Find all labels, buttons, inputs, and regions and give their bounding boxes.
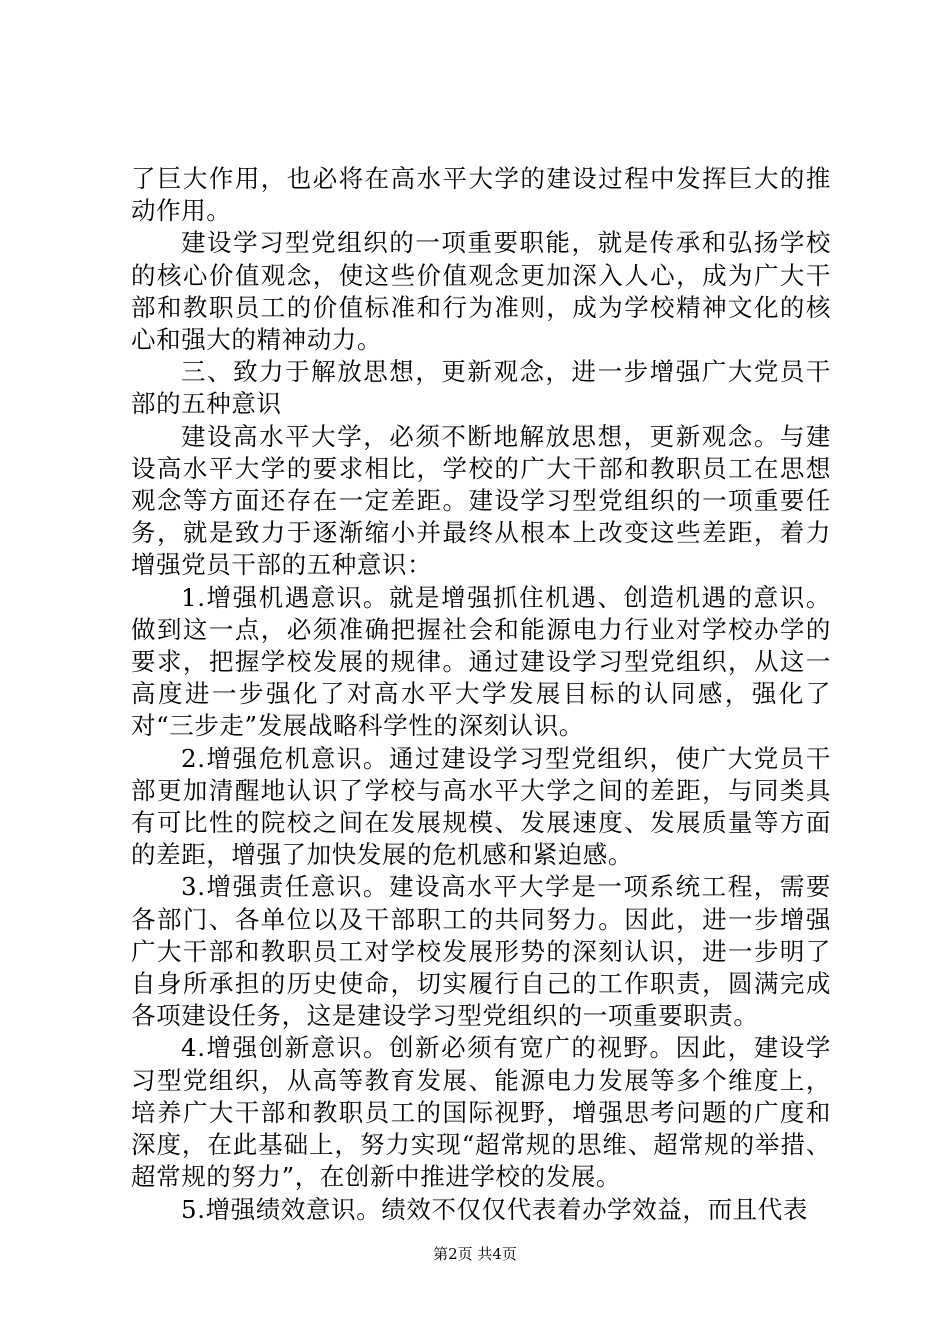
- list-item-opportunity: 1.增强机遇意识。就是增强抓住机遇、创造机遇的意识。做到这一点，必须准确把握社会和能源电力行业对学校办学的要求，把握学校发展的规律。通过建设学习型党组织，从这一高度进一步强化了对高水平大学发展目标的认同感，强化了对“三步走”发展战略科学性的深刻认识。: [131, 582, 831, 741]
- list-item-innovation: 4.增强创新意识。创新必须有宽广的视野。因此，建设学习型党组织，从高等教育发展、能源电力发展等多个维度上，培养广大干部和教职员工的国际视野，增强思考问题的广度和深度，在此基础上，努力实现“超常规的思维、超常规的举措、超常规的努力”，在创新中推进学校的发展。: [131, 1033, 831, 1192]
- section-heading-3: 三、致力于解放思想，更新观念，进一步增强广大党员干部的五种意识: [131, 357, 831, 419]
- paragraph-4: 建设高水平大学，必须不断地解放思想，更新观念。与建设高水平大学的要求相比，学校的广大干部和教职员工在思想观念等方面还存在一定差距。建设学习型党组织的一项重要任务，就是致力于逐渐缩小并最终从根本上改变这些差距，着力增强党员干部的五种意识：: [131, 421, 831, 580]
- list-item-performance: 5.增强绩效意识。绩效不仅仅代表着办学效益，而且代表: [181, 1194, 808, 1224]
- document-body: [131, 163, 831, 1226]
- paragraph-2: 建设学习型党组织的一项重要职能，就是传承和弘扬学校的核心价值观念，使这些价值观念更加深入人心，成为广大干部和教职员工的价值标准和行为准则，成为学校精神文化的核心和强大的精神动力。: [131, 228, 831, 355]
- list-item-responsibility: 3.增强责任意识。建设高水平大学是一项系统工程，需要各部门、各单位以及干部职工的共同努力。因此，进一步增强广大干部和教职员工对学校发展形势的深刻认识，进一步明了自身所承担的历史使命，切实履行自己的工作职责，圆满完成各项建设任务，这是建设学习型党组织的一项重要职责。: [131, 872, 831, 1031]
- paragraph-1: 了巨大作用，也必将在高水平大学的建设过程中发挥巨大的推动作用。: [131, 164, 831, 226]
- list-item-crisis: 2.增强危机意识。通过建设学习型党组织，使广大党员干部更加清醒地认识了学校与高水平大学之间的差距，与同类具有可比性的院校之间在发展规模、发展速度、发展质量等方面的差距，增强了加快发展的危机感和紧迫感。: [131, 743, 831, 870]
- page-number-footer: 第2页 共4页: [433, 1245, 517, 1263]
